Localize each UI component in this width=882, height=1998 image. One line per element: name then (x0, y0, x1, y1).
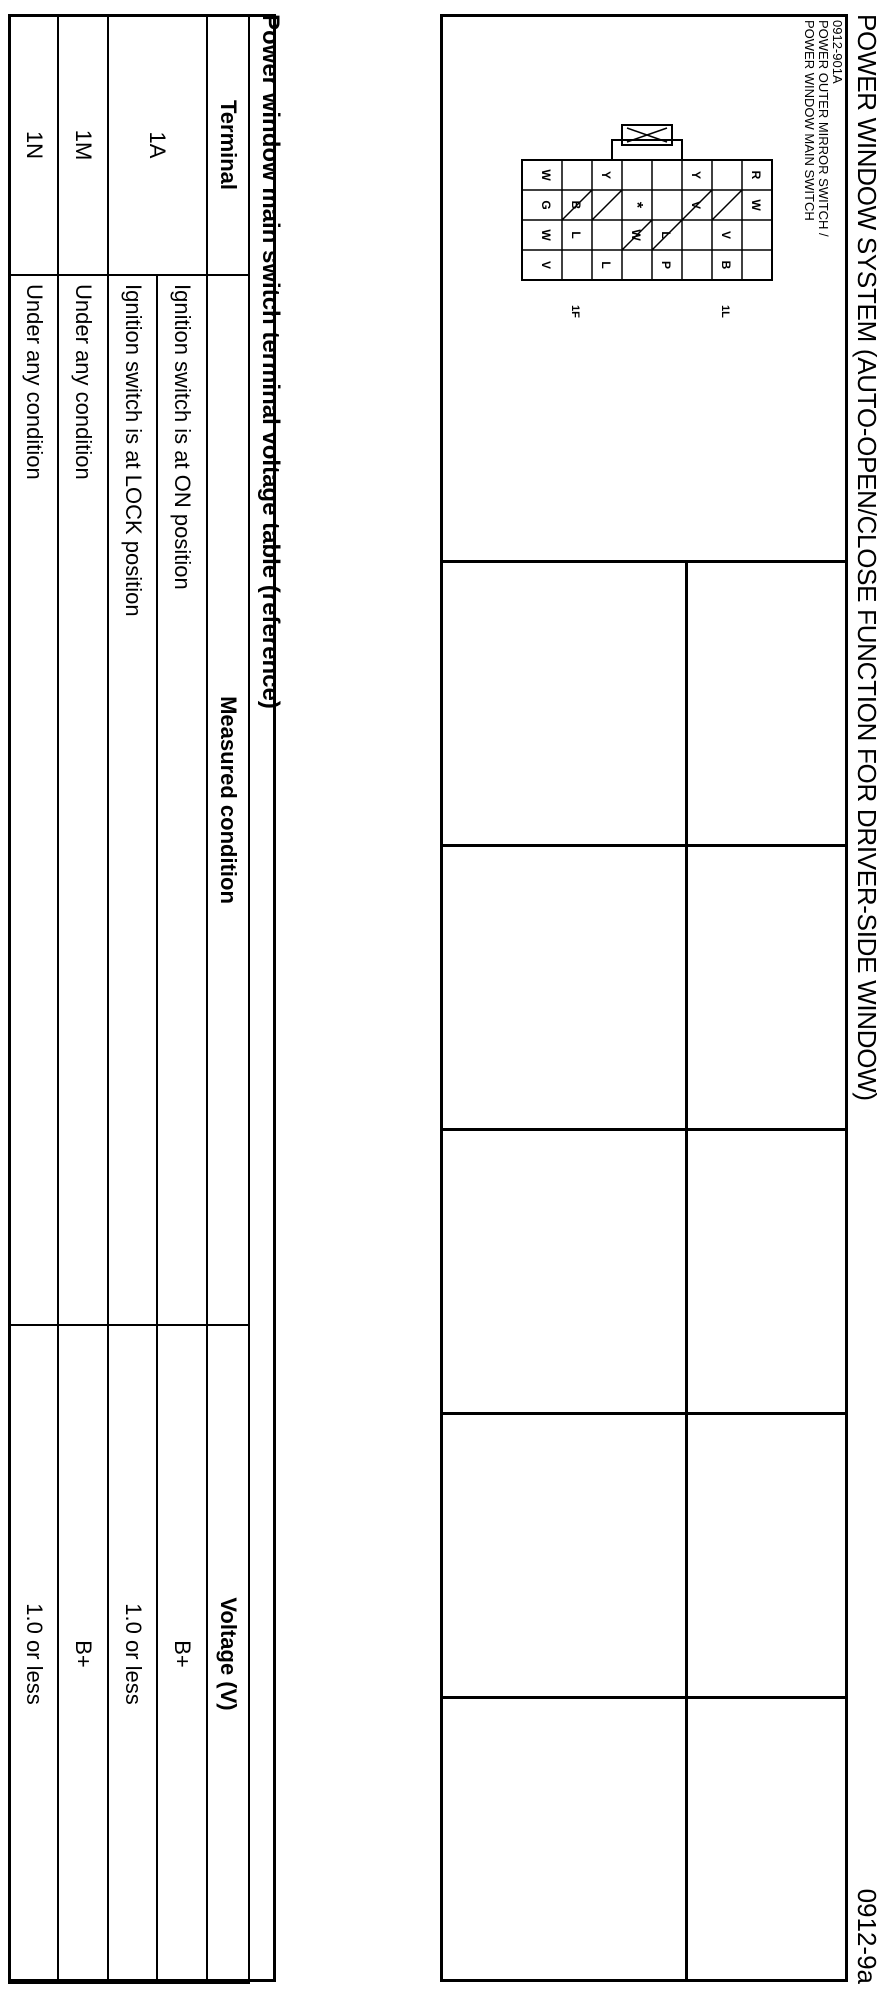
condition-cell: Ignition switch is at ON position (158, 275, 208, 1325)
pin-color-l: L (659, 231, 673, 239)
col-header-voltage: Voltage (V) (207, 1325, 249, 1983)
connector-label-1f: 1F (569, 305, 581, 318)
pin-color-v2: V (689, 200, 703, 210)
grid-vline (440, 1696, 848, 1699)
pin-color-g: G (539, 200, 553, 210)
table-row (158, 15, 208, 1983)
pin-color-p: P (659, 260, 673, 270)
connector-drawing (467, 120, 782, 320)
pin-color-w3: W (539, 169, 553, 181)
voltage-table (8, 14, 250, 1984)
page-code: 0912-9a (852, 1888, 882, 1984)
grid-vline (440, 844, 848, 847)
condition-cell: Under any condition (9, 275, 59, 1325)
page-title: POWER WINDOW SYSTEM (AUTO-OPEN/CLOSE FUNCTION FOR DRIVER-SIDE WINDOW) (852, 14, 882, 1101)
voltage-cell: B+ (59, 1325, 109, 1983)
voltage-cell: 1.0 or less (108, 1325, 158, 1983)
voltage-cell: B+ (158, 1325, 208, 1983)
table-row (108, 15, 158, 1983)
pin-color-w: W (749, 199, 763, 211)
table-header-row (207, 15, 249, 1983)
condition-cell: Ignition switch is at LOCK position (108, 275, 158, 1325)
grid-hline (685, 560, 688, 1982)
condition-cell: Under any condition (59, 275, 109, 1325)
table-title: Power window main switch terminal voltage table (reference) (257, 14, 284, 709)
terminal-cell: 1A (108, 15, 207, 275)
grid-vline (440, 1128, 848, 1131)
table-row (9, 15, 59, 1983)
terminal-cell: 1N (9, 15, 59, 275)
connector-svg (472, 120, 782, 320)
grid-vline (440, 560, 848, 563)
pin-color-l3: L (569, 231, 583, 239)
pin-color-v: V (719, 230, 733, 240)
pin-color-b: B (719, 260, 733, 270)
pin-color-b2: B (569, 200, 583, 210)
pin-color-w2: W (629, 229, 643, 241)
empty-grid (440, 560, 848, 1982)
col-header-terminal: Terminal (207, 15, 249, 275)
pin-color-y: Y (689, 170, 703, 180)
pin-color-y2: Y (599, 170, 613, 180)
pin-color-l2: L (599, 261, 613, 269)
pin-color-r: R (749, 170, 763, 180)
pin-color-w4: W (539, 229, 553, 241)
pin-color-star: * (628, 201, 645, 209)
grid-vline (440, 1412, 848, 1415)
col-header-condition: Measured condition (207, 275, 249, 1325)
connector-name-line2: POWER WINDOW MAIN SWITCH (802, 20, 817, 221)
connector-label-1l: 1L (719, 305, 731, 318)
connector-name-line1: POWER OUTER MIRROR SWITCH / (816, 20, 831, 237)
pin-color-v3: V (539, 260, 553, 270)
voltage-cell: 1.0 or less (9, 1325, 59, 1983)
terminal-cell: 1M (59, 15, 109, 275)
table-row (59, 15, 109, 1983)
connector-code: 0912-901A (830, 20, 845, 84)
